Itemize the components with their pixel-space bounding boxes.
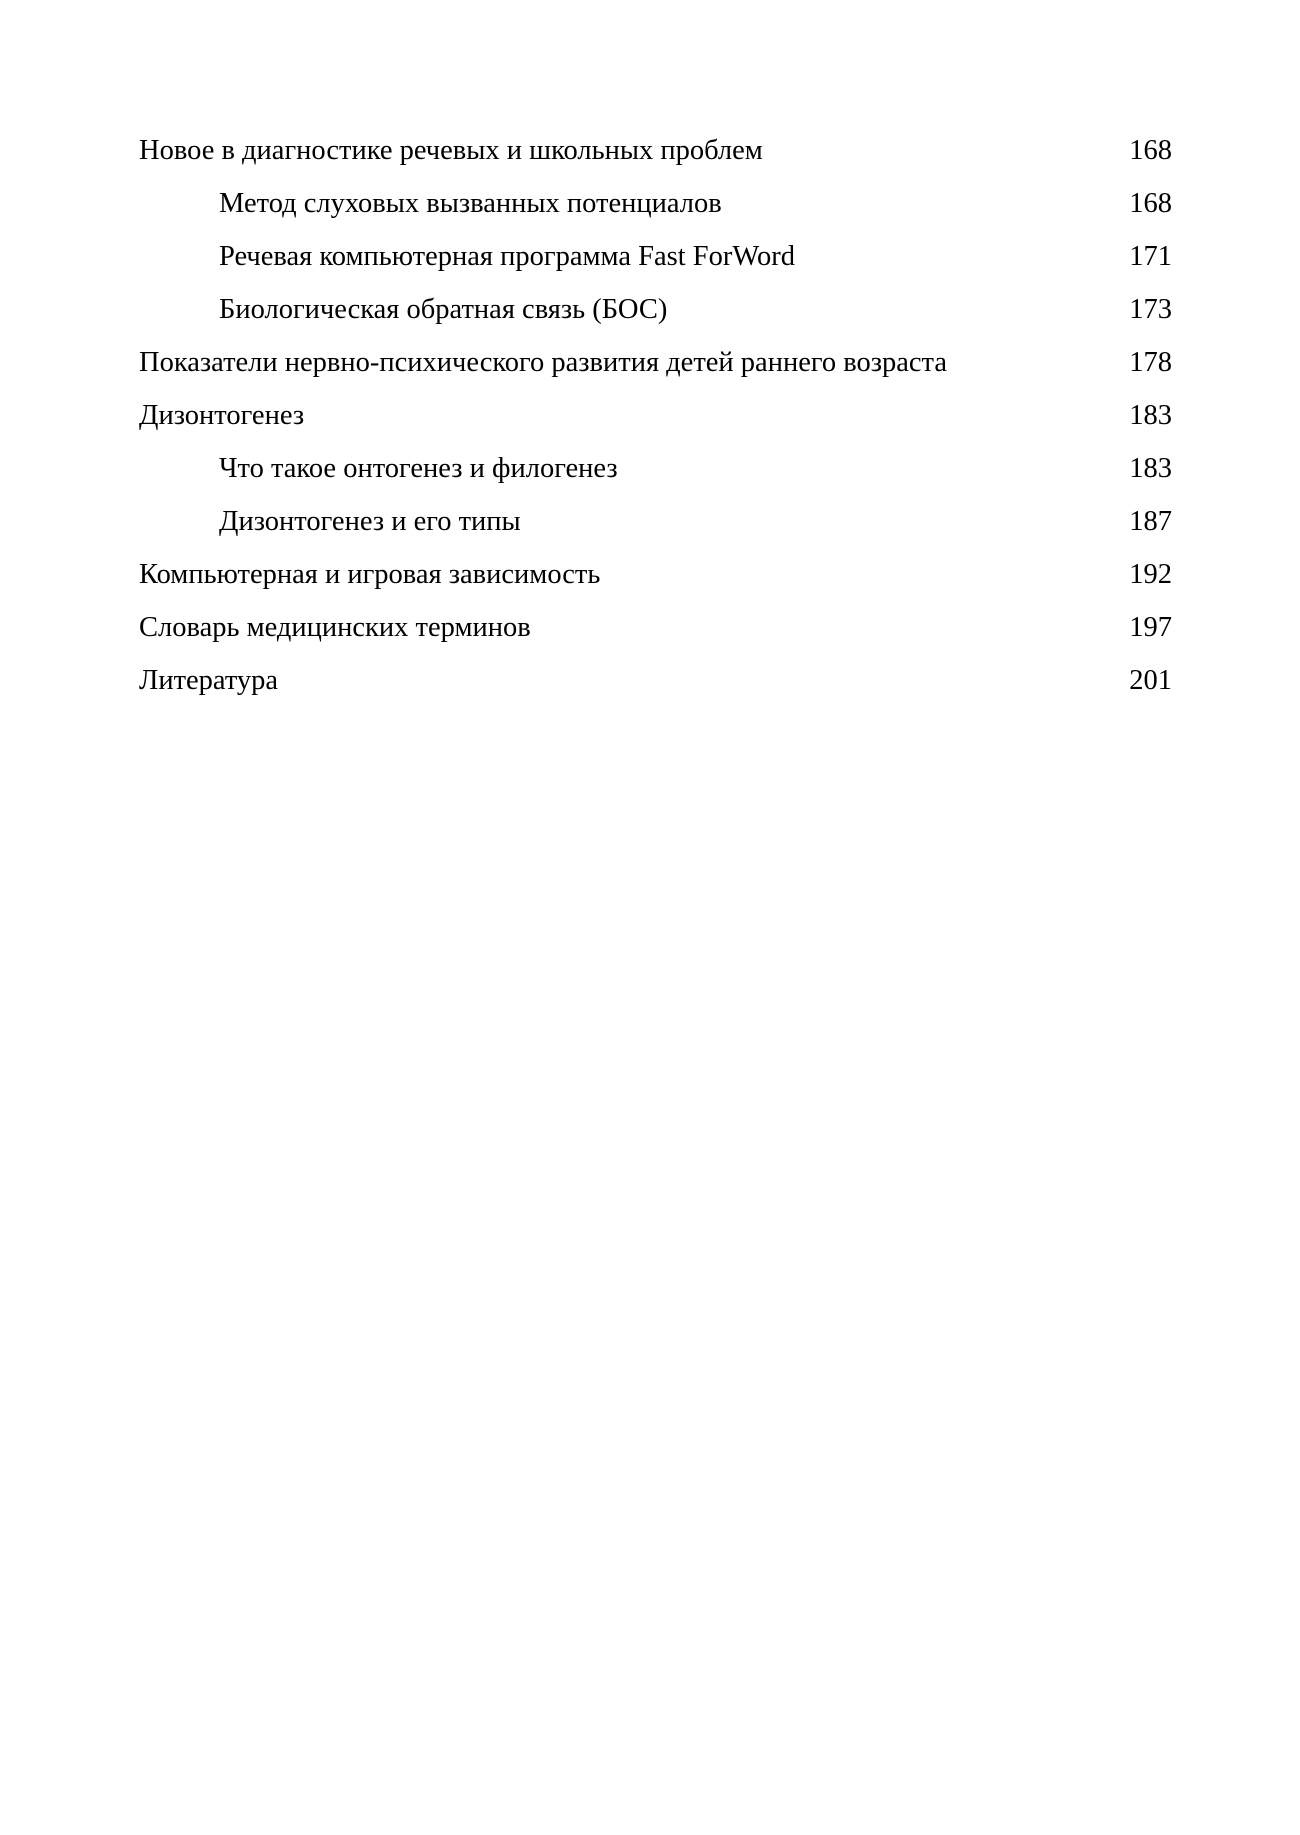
table-of-contents	[139, 124, 1172, 707]
toc-entry-title: Компьютерная и игровая зависимость	[139, 559, 601, 590]
toc-entry[interactable]	[139, 389, 1172, 442]
toc-entry-title: Что такое онтогенез и филогенез	[219, 453, 618, 484]
toc-entry-page: 178	[1129, 347, 1172, 378]
toc-entry[interactable]	[139, 495, 1172, 548]
toc-entry-title: Дизонтогенез и его типы	[219, 506, 521, 537]
toc-entry-page: 201	[1129, 665, 1172, 696]
toc-entry[interactable]	[139, 230, 1172, 283]
toc-entry[interactable]	[139, 124, 1172, 177]
toc-entry[interactable]	[139, 548, 1172, 601]
toc-entry[interactable]	[139, 177, 1172, 230]
toc-entry-page: 192	[1129, 559, 1172, 590]
toc-entry-title: Биологическая обратная связь (БОС)	[219, 294, 668, 325]
toc-entry-title: Показатели нервно-психического развития детей раннего возраста	[139, 347, 947, 378]
toc-entry-title: Новое в диагностике речевых и школьных проблем	[139, 135, 763, 166]
toc-entry[interactable]	[139, 336, 1172, 389]
toc-entry-page: 197	[1129, 612, 1172, 643]
toc-entry-page: 168	[1129, 188, 1172, 219]
toc-entry-page: 187	[1129, 506, 1172, 537]
toc-entry-page: 183	[1129, 453, 1172, 484]
toc-entry[interactable]	[139, 601, 1172, 654]
toc-entry-title: Дизонтогенез	[139, 400, 305, 431]
toc-entry-page: 168	[1129, 135, 1172, 166]
toc-entry-title: Словарь медицинских терминов	[139, 612, 531, 643]
toc-entry[interactable]	[139, 442, 1172, 495]
toc-entry-page: 183	[1129, 400, 1172, 431]
toc-entry[interactable]	[139, 654, 1172, 707]
toc-entry-title: Литература	[139, 665, 279, 696]
toc-entry-page: 173	[1129, 294, 1172, 325]
toc-entry[interactable]	[139, 283, 1172, 336]
toc-entry-title: Речевая компьютерная программа Fast ForWord	[219, 241, 795, 272]
toc-entry-page: 171	[1129, 241, 1172, 272]
toc-entry-title: Метод слуховых вызванных потенциалов	[219, 188, 722, 219]
